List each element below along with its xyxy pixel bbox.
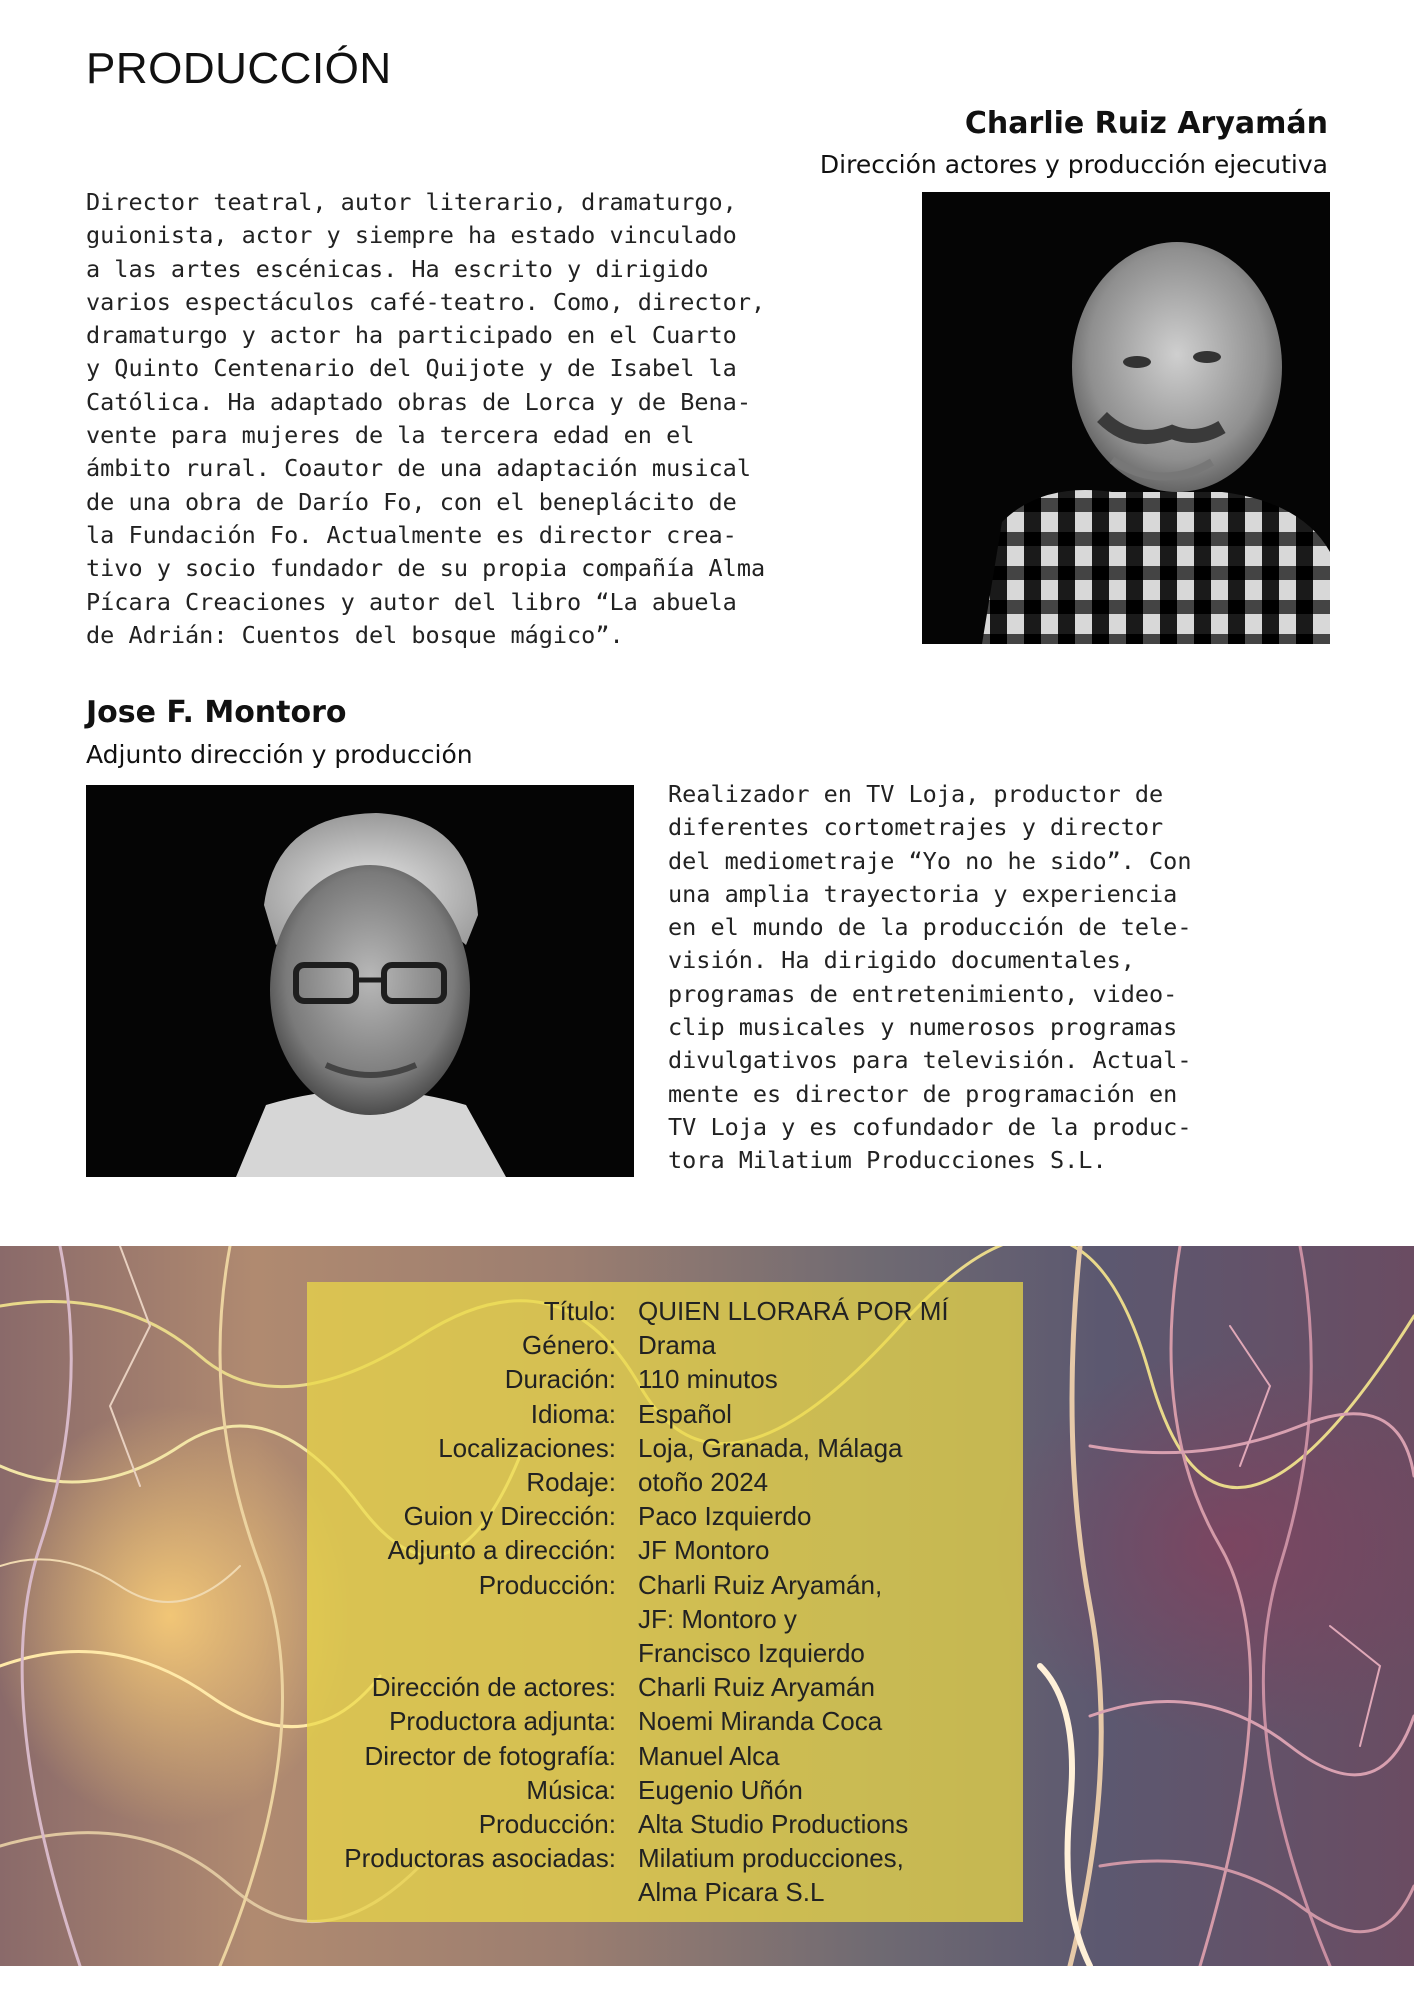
credit-value: Eugenio Uñón — [638, 1774, 803, 1805]
credit-row — [307, 1604, 1023, 1638]
credit-row — [307, 1535, 1023, 1569]
credit-row — [307, 1741, 1023, 1775]
bio-line: varios espectáculos café-teatro. Como, director, — [86, 287, 766, 316]
credit-label: Rodaje: — [526, 1467, 616, 1497]
credit-value: Noemi Miranda Coca — [638, 1706, 883, 1737]
credit-label: Producción: — [478, 1569, 616, 1600]
credit-row — [307, 1672, 1023, 1706]
bio-line: en el mundo de la producción de tele- — [668, 913, 1192, 942]
bio-line: Realizador en TV Loja, productor de — [668, 780, 1164, 808]
bio-line: TV Loja y es cofundador de la produc- — [668, 1112, 1192, 1141]
credit-value: Milatium producciones, — [638, 1843, 904, 1874]
credits-band — [0, 1246, 1414, 1966]
credit-value: Loja, Granada, Málaga — [638, 1432, 903, 1463]
bio-line: vente para mujeres de la tercera edad en el — [86, 421, 695, 450]
bio-line: de una obra de Darío Fo, con el beneplácito de — [86, 487, 737, 516]
credit-label: Productoras asociadas: — [344, 1843, 616, 1874]
person2-portrait-image — [86, 785, 634, 1177]
bio-line: tivo y socio fundador de su propia compañía Alma — [86, 554, 766, 583]
person1-portrait-image — [922, 192, 1330, 644]
person2-photo — [86, 785, 634, 1177]
credit-value: Charli Ruiz Aryamán — [638, 1672, 875, 1703]
bio-line: dramaturgo y actor ha participado en el Cuarto — [86, 321, 737, 350]
credit-label: Título: — [543, 1296, 616, 1326]
person1-name: Charlie Ruiz Aryamán — [964, 106, 1328, 141]
bio-line: la Fundación Fo. Actualmente es director crea- — [86, 520, 737, 549]
credit-label: Director de fotografía: — [364, 1740, 616, 1771]
bio-line: Director teatral, autor literario, dramaturgo, — [86, 188, 737, 216]
credit-row — [307, 1467, 1023, 1501]
credit-value: otoño 2024 — [638, 1467, 769, 1497]
credit-label: Idioma: — [530, 1398, 616, 1429]
credit-label: Producción: — [478, 1809, 616, 1839]
credit-value: 110 minutos — [638, 1364, 778, 1395]
credit-row — [307, 1775, 1023, 1809]
credit-row — [307, 1843, 1023, 1877]
credit-value: JF Montoro — [638, 1535, 770, 1566]
credit-row — [307, 1296, 1023, 1330]
credit-value: Paco Izquierdo — [638, 1501, 812, 1532]
credit-row — [307, 1501, 1023, 1535]
credit-value: Alma Picara S.L — [638, 1877, 825, 1908]
credit-value: JF: Montoro y — [638, 1603, 797, 1634]
credit-row — [307, 1364, 1023, 1398]
credit-value: Charli Ruiz Aryamán, — [638, 1569, 883, 1600]
credit-value: Alta Studio Productions — [638, 1809, 909, 1839]
bio-line: a las artes escénicas. Ha escrito y dirigido — [86, 254, 709, 283]
bio-line: tora Milatium Producciones S.L. — [668, 1146, 1107, 1175]
credit-label: Música: — [526, 1774, 616, 1805]
credit-label: Localizaciones: — [438, 1432, 616, 1463]
credit-row — [307, 1877, 1023, 1911]
bio-line: Católica. Ha adaptado obras de Lorca y de Bena- — [86, 387, 751, 416]
bio-line: de Adrián: Cuentos del bosque mágico”. — [86, 620, 624, 649]
credit-value: Manuel Alca — [638, 1740, 780, 1771]
person1-role: Dirección actores y producción ejecutiva — [819, 150, 1328, 179]
credit-label: Duración: — [504, 1364, 616, 1395]
credit-value: Español — [638, 1398, 732, 1429]
bio-line: una amplia trayectoria y experiencia — [668, 879, 1178, 908]
bio-line: visión. Ha dirigido documentales, — [668, 946, 1135, 975]
person2-bio — [668, 778, 1191, 1178]
person1-photo — [922, 192, 1330, 644]
credit-label: Género: — [522, 1330, 616, 1361]
credits-box — [307, 1282, 1023, 1922]
person2-name: Jose F. Montoro — [86, 695, 347, 730]
credit-row — [307, 1706, 1023, 1740]
bio-line: del mediometraje “Yo no he sido”. Con — [668, 846, 1192, 875]
credit-label: Dirección de actores: — [371, 1672, 616, 1703]
bio-line: ámbito rural. Coautor de una adaptación musical — [86, 454, 751, 483]
bio-line: divulgativos para televisión. Actual- — [668, 1046, 1192, 1075]
credit-row — [307, 1570, 1023, 1604]
credit-label: Guion y Dirección: — [403, 1501, 616, 1532]
bio-line: guionista, actor y siempre ha estado vinculado — [86, 221, 737, 250]
credit-row — [307, 1638, 1023, 1672]
person2-role: Adjunto dirección y producción — [86, 740, 473, 769]
bio-line: y Quinto Centenario del Quijote y de Isabel la — [86, 354, 737, 383]
credit-value: Drama — [638, 1330, 717, 1361]
bio-line: clip musicales y numerosos programas — [668, 1013, 1178, 1042]
bio-line: Pícara Creaciones y autor del libro “La abuela — [86, 587, 737, 616]
credit-row — [307, 1399, 1023, 1433]
page-title: PRODUCCIÓN — [86, 44, 392, 93]
credit-value: QUIEN LLORARÁ POR MÍ — [638, 1296, 949, 1326]
credit-label: Adjunto a dirección: — [387, 1535, 616, 1566]
credit-row — [307, 1809, 1023, 1843]
credit-label: Productora adjunta: — [389, 1706, 616, 1737]
credit-row — [307, 1330, 1023, 1364]
bio-line: diferentes cortometrajes y director — [668, 813, 1164, 842]
bio-line: programas de entretenimiento, video- — [668, 979, 1178, 1008]
person1-bio — [86, 186, 765, 652]
credit-row — [307, 1433, 1023, 1467]
bio-line: mente es director de programación en — [668, 1079, 1178, 1108]
credit-value: Francisco Izquierdo — [638, 1638, 865, 1668]
